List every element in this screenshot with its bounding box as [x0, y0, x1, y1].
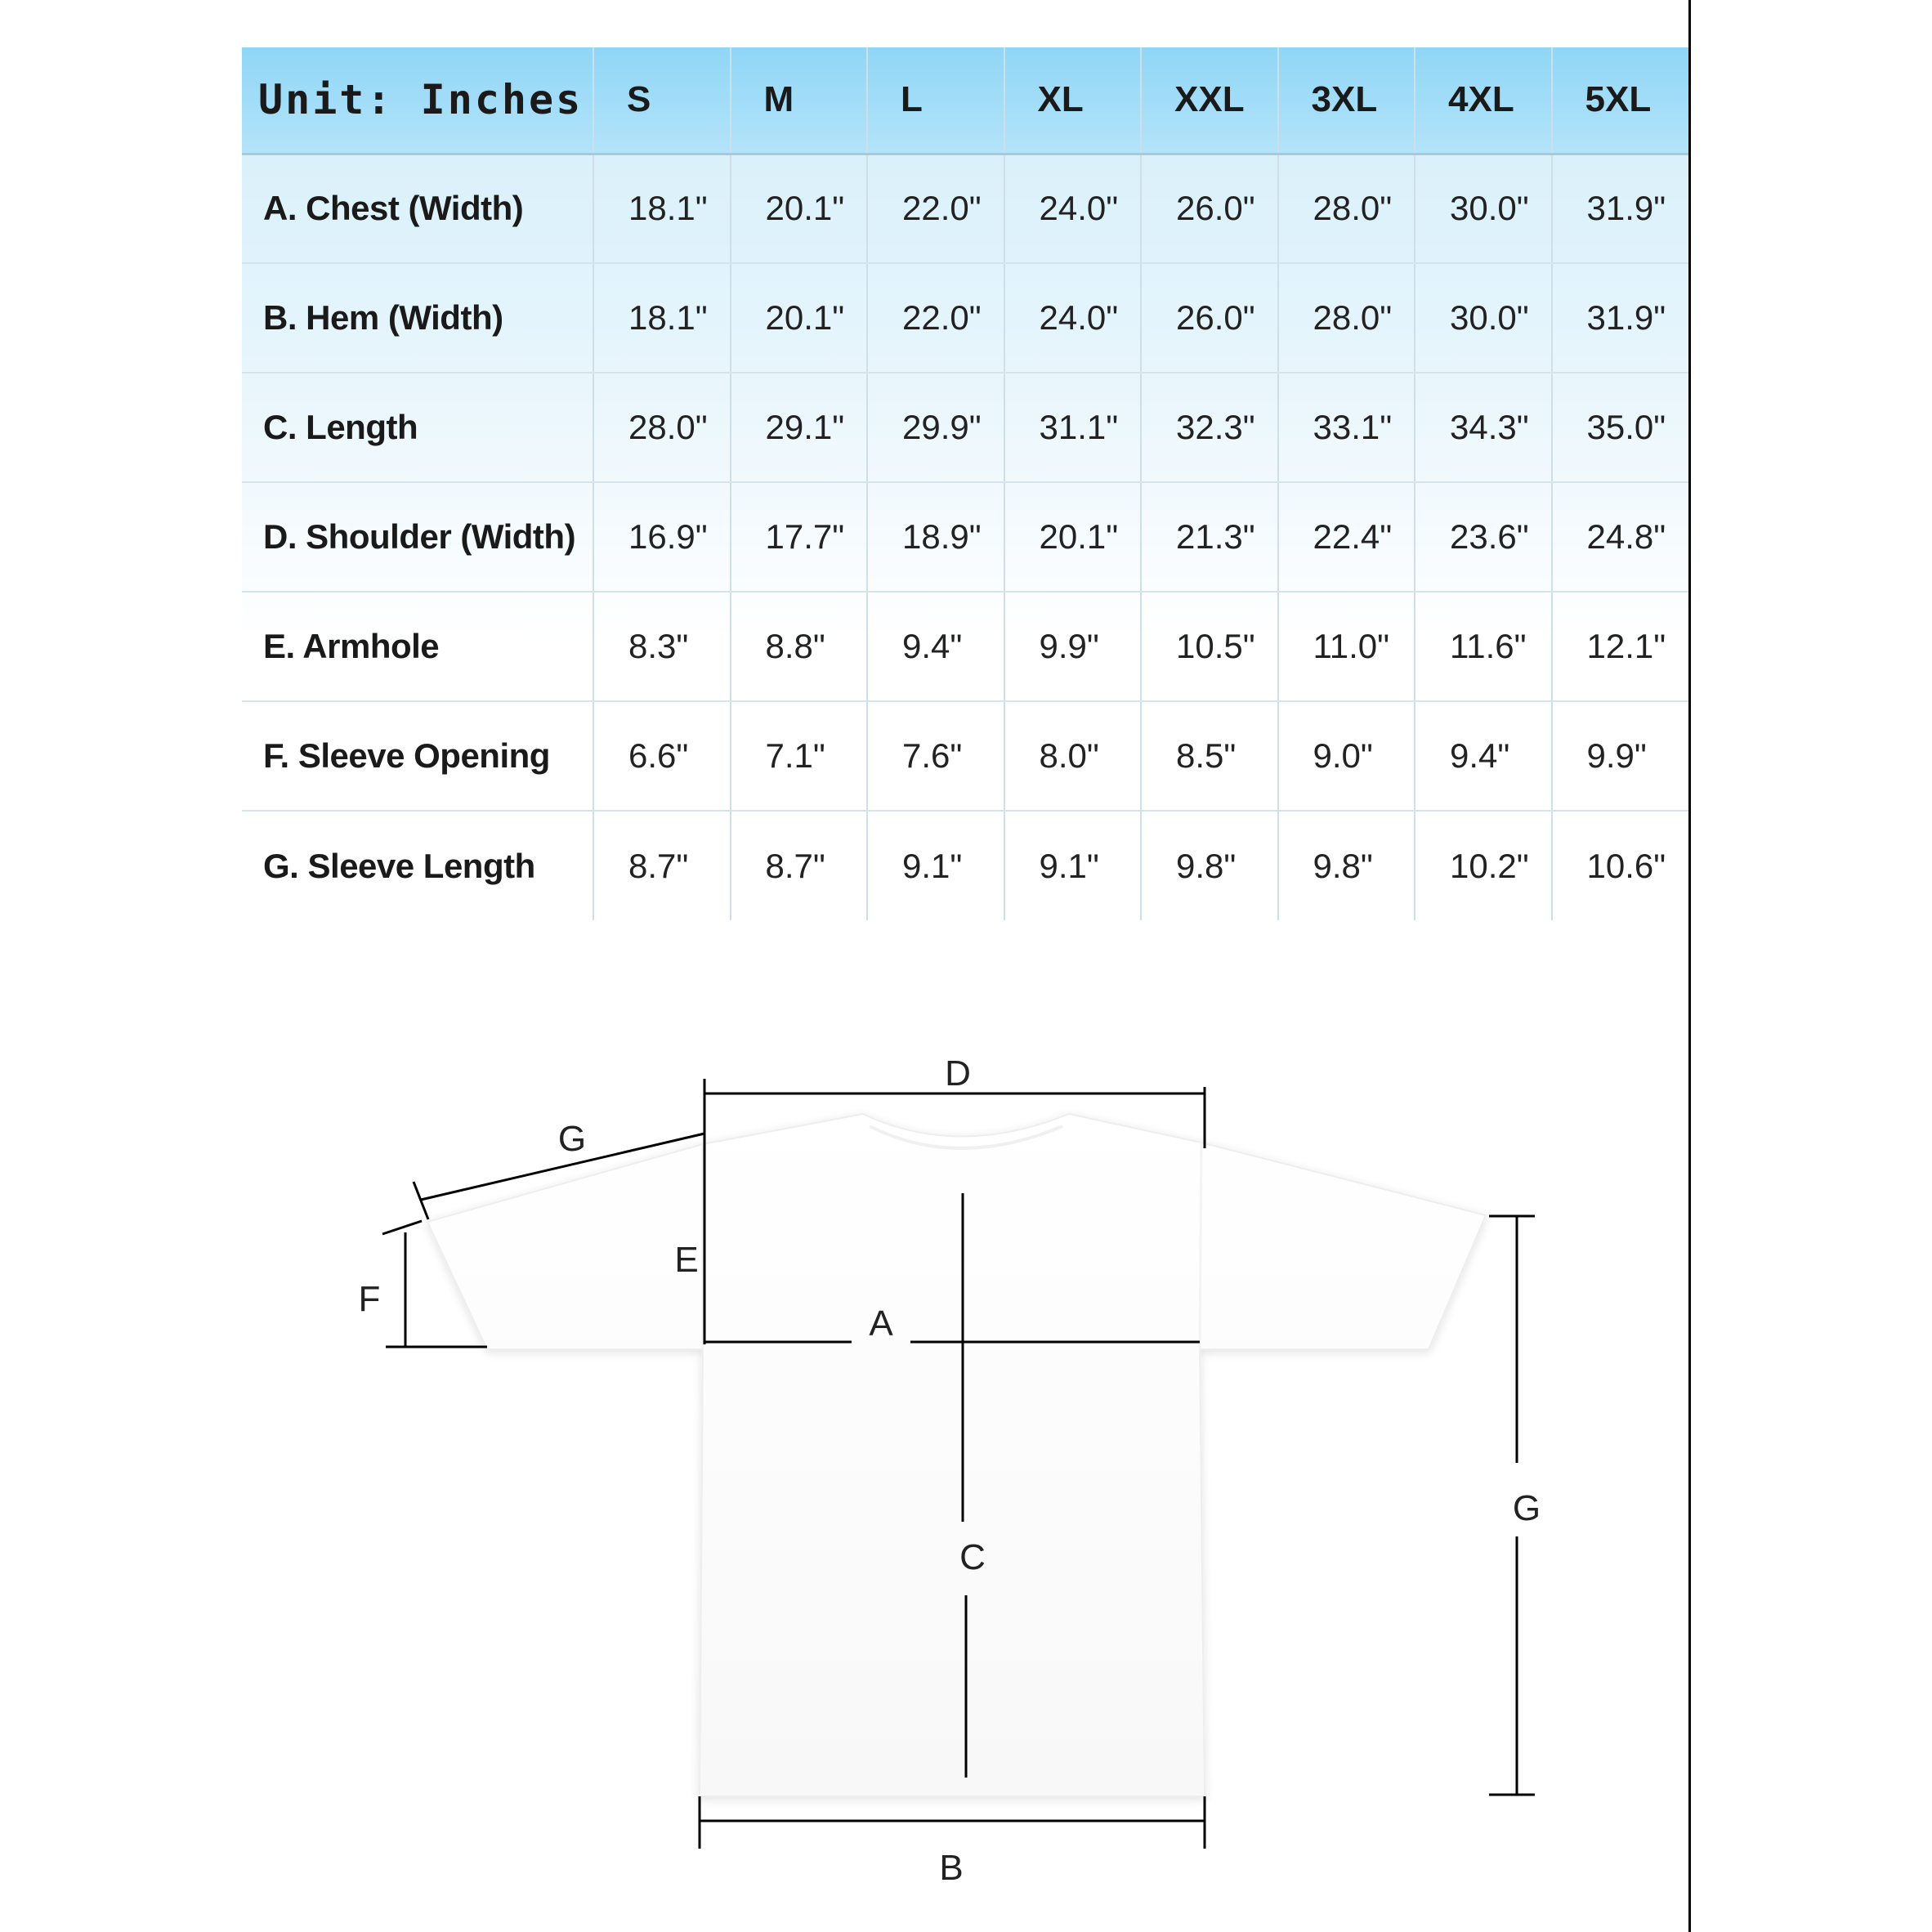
tshirt-measurement-diagram — [0, 964, 1684, 1932]
measurement-value: 34.3" — [1415, 373, 1552, 482]
measurement-label: E. Armhole — [242, 592, 593, 701]
measurement-value: 16.9" — [593, 482, 731, 592]
measurement-value: 9.9" — [1004, 592, 1142, 701]
measurement-value: 17.7" — [731, 482, 868, 592]
measurement-label: B. Hem (Width) — [242, 263, 593, 373]
measurement-value: 33.1" — [1278, 373, 1415, 482]
measurement-value: 9.1" — [867, 811, 1004, 920]
size-header: S — [593, 47, 731, 154]
label-g-side: G — [1512, 1488, 1541, 1528]
size-header: XXL — [1141, 47, 1278, 154]
size-header: 4XL — [1415, 47, 1552, 154]
measurement-value: 31.1" — [1004, 373, 1142, 482]
measurement-value: 22.0" — [867, 263, 1004, 373]
label-b: B — [939, 1848, 964, 1888]
measurement-value: 9.4" — [1415, 701, 1552, 811]
measurement-label: F. Sleeve Opening — [242, 701, 593, 811]
measurement-label: C. Length — [242, 373, 593, 482]
measurement-value: 29.9" — [867, 373, 1004, 482]
measurement-value: 8.7" — [593, 811, 731, 920]
size-chart-table — [242, 47, 1688, 920]
label-d: D — [945, 1053, 971, 1093]
page-edge-rule — [1688, 0, 1691, 1932]
measurement-value: 23.6" — [1415, 482, 1552, 592]
measurement-value: 32.3" — [1141, 373, 1278, 482]
measurement-value: 8.8" — [731, 592, 868, 701]
table-row — [242, 811, 1688, 920]
measurement-value: 20.1" — [1004, 482, 1142, 592]
table-row — [242, 592, 1688, 701]
table-row — [242, 154, 1688, 263]
measurement-value: 28.0" — [1278, 263, 1415, 373]
measurement-value: 9.8" — [1278, 811, 1415, 920]
measurement-value: 22.4" — [1278, 482, 1415, 592]
size-header: L — [867, 47, 1004, 154]
measurement-value: 7.1" — [731, 701, 868, 811]
measurement-value: 31.9" — [1552, 154, 1689, 263]
size-header: M — [731, 47, 868, 154]
tshirt-silhouette — [427, 1114, 1486, 1796]
size-header: 3XL — [1278, 47, 1415, 154]
label-g-sleeve: G — [557, 1119, 587, 1159]
measurement-value: 21.3" — [1141, 482, 1278, 592]
measurement-value: 18.9" — [867, 482, 1004, 592]
measurement-value: 8.5" — [1141, 701, 1278, 811]
measurement-value: 11.6" — [1415, 592, 1552, 701]
measurement-value: 18.1" — [593, 154, 731, 263]
size-header-row — [242, 47, 1688, 154]
label-e: E — [674, 1240, 699, 1280]
measurement-value: 12.1" — [1552, 592, 1689, 701]
table-row — [242, 482, 1688, 592]
label-a: A — [869, 1304, 893, 1344]
measurement-value: 26.0" — [1141, 263, 1278, 373]
measurement-value: 9.1" — [1004, 811, 1142, 920]
measurement-value: 6.6" — [593, 701, 731, 811]
f-measure-cap-top — [382, 1221, 422, 1234]
measurement-value: 9.0" — [1278, 701, 1415, 811]
measurement-label: G. Sleeve Length — [242, 811, 593, 920]
label-c: C — [959, 1537, 986, 1577]
measurement-value: 24.8" — [1552, 482, 1689, 592]
right-sleeve-seam — [1200, 1143, 1201, 1349]
measurement-value: 20.1" — [731, 154, 868, 263]
measurement-value: 7.6" — [867, 701, 1004, 811]
table-row — [242, 701, 1688, 811]
measurement-value: 29.1" — [731, 373, 868, 482]
measurement-value: 28.0" — [1278, 154, 1415, 263]
label-f: F — [358, 1279, 381, 1319]
measurement-value: 18.1" — [593, 263, 731, 373]
measurement-value: 35.0" — [1552, 373, 1689, 482]
measurement-value: 28.0" — [593, 373, 731, 482]
table-row — [242, 263, 1688, 373]
measurement-label: D. Shoulder (Width) — [242, 482, 593, 592]
measurement-value: 10.6" — [1586, 846, 1666, 885]
unit-label: Unit: Inches — [242, 47, 593, 154]
measurement-value: 30.0" — [1415, 263, 1552, 373]
measurement-value: 24.0" — [1004, 263, 1142, 373]
measurement-value: 10.2" — [1415, 811, 1552, 920]
measurement-value: 8.0" — [1004, 701, 1142, 811]
measurement-value: 22.0" — [867, 154, 1004, 263]
measurement-value: 31.9" — [1552, 263, 1689, 373]
measurement-value: 9.9" — [1552, 701, 1689, 811]
measurement-value: 24.0" — [1004, 154, 1142, 263]
measurement-value: 8.7" — [731, 811, 868, 920]
measurement-value: 26.0" — [1141, 154, 1278, 263]
measurement-value: 8.3" — [593, 592, 731, 701]
measurement-value: 11.0" — [1278, 592, 1415, 701]
table-row — [242, 373, 1688, 482]
measurement-value: 9.4" — [867, 592, 1004, 701]
size-header: 5XL — [1552, 47, 1689, 154]
measurement-label: A. Chest (Width) — [242, 154, 593, 263]
measurement-value: 20.1" — [731, 263, 868, 373]
g-sleeve-measure-cap — [414, 1182, 428, 1219]
measurement-value: 9.8" — [1141, 811, 1278, 920]
measurement-value: 10.5" — [1141, 592, 1278, 701]
size-header: XL — [1004, 47, 1142, 154]
measurement-value: 30.0" — [1415, 154, 1552, 263]
